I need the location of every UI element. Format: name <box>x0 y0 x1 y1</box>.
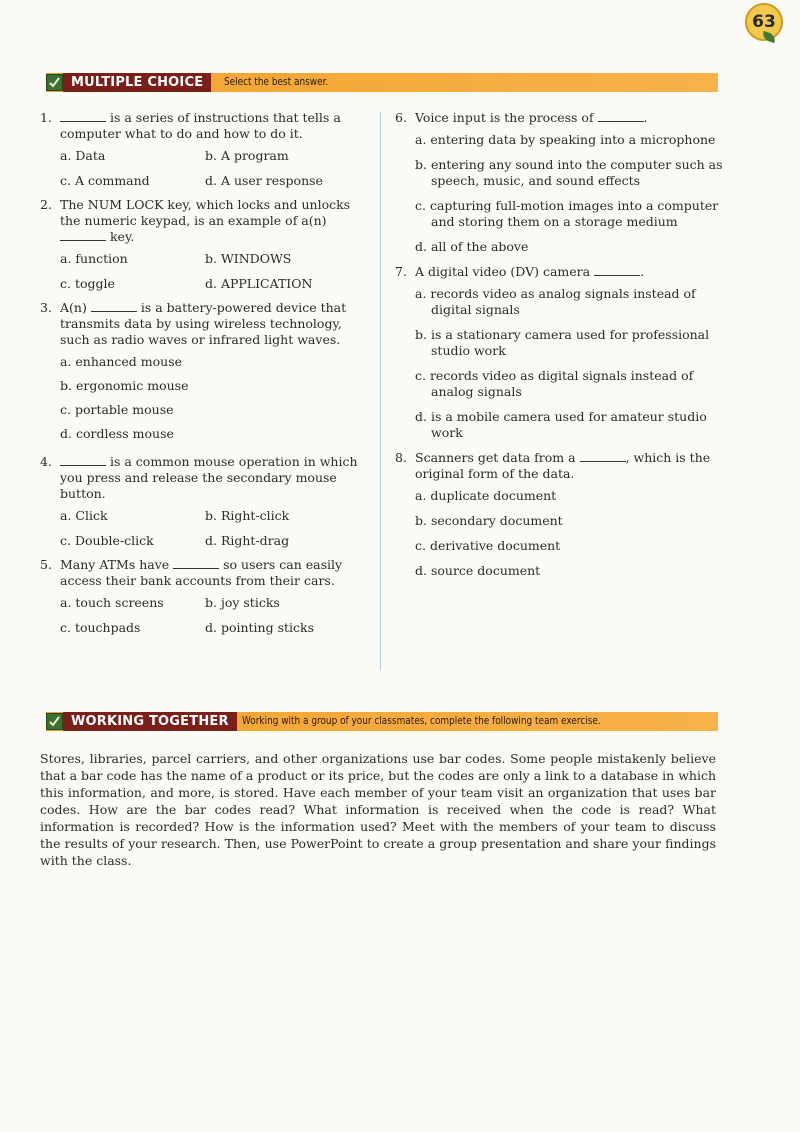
question <box>395 264 725 280</box>
section-instruction: Working with a group of your classmates, complete the following team exercise. <box>242 715 601 727</box>
answer-option[interactable]: d. A user response <box>205 173 323 188</box>
answer-option[interactable]: b. joy sticks <box>205 595 280 610</box>
answer-option[interactable]: b. WINDOWS <box>205 251 292 266</box>
question-number: 6. <box>395 110 407 125</box>
answer-options <box>40 354 372 442</box>
left-column <box>40 110 372 644</box>
answer-blank <box>580 451 626 462</box>
answer-option[interactable]: d. is a mobile camera used for amateur studio work <box>415 409 707 440</box>
answer-option[interactable]: d. cordless mouse <box>60 426 174 441</box>
answer-option[interactable]: b. entering any sound into the computer such as speech, music, and sound effects <box>415 157 723 188</box>
question-text-start: Voice input is the process of <box>415 110 594 125</box>
question-text: . <box>643 110 648 125</box>
answer-option[interactable]: a. enhanced mouse <box>60 354 183 369</box>
column-divider <box>380 112 381 670</box>
checklist-icon <box>46 74 63 91</box>
answer-options <box>40 148 372 189</box>
answer-option[interactable]: c. capturing full-motion images into a computer and storing them on a storage medium <box>415 198 719 229</box>
answer-option[interactable]: a. touch screens <box>60 595 164 610</box>
answer-option[interactable]: c. Double-click <box>60 533 154 548</box>
question-number: 5. <box>40 557 52 572</box>
question <box>40 300 372 348</box>
answer-blank <box>60 230 106 241</box>
answer-option[interactable]: d. pointing sticks <box>205 620 314 635</box>
answer-option[interactable]: b. A program <box>205 148 289 163</box>
question-text-start: Scanners get data from a <box>415 450 576 465</box>
question-number: 1. <box>40 110 52 125</box>
exercise-paragraph: Stores, libraries, parcel carriers, and other organizations use bar codes. Some people mistakenly believe that a bar code has the name of a product or its price, but the codes are only a link to a database in which this information, and more, is stored. Have each member of your team visit an organization that uses bar codes. How are the bar codes read? What information is received when the code is read? What information is recorded? How is the information used? Meet with the members of your team to discuss the results of your research. Then, use PowerPoint to create a group presentation and share your findings with the class. <box>40 751 716 868</box>
answer-option[interactable]: c. derivative document <box>415 538 561 553</box>
answer-blank <box>91 301 137 312</box>
answer-options <box>40 508 372 549</box>
section-title: MULTIPLE CHOICE <box>63 73 211 92</box>
answer-option[interactable]: d. source document <box>415 563 541 578</box>
question-number: 4. <box>40 454 52 469</box>
question-text: . <box>640 264 645 279</box>
answer-option[interactable]: a. Data <box>60 148 106 163</box>
multiple-choice-banner <box>46 73 718 92</box>
answer-option[interactable]: c. records video as digital signals instead of analog signals <box>415 368 694 399</box>
answer-option[interactable]: c. toggle <box>60 276 115 291</box>
answer-blank <box>60 111 106 122</box>
answer-option[interactable]: a. Click <box>60 508 108 523</box>
question-text: key. <box>109 229 135 244</box>
question-text-start: A digital video (DV) camera <box>415 264 591 279</box>
question-text: is a common mouse operation in which you press and release the secondary mouse button. <box>60 454 358 501</box>
answer-option[interactable]: b. secondary document <box>415 513 563 528</box>
section-title: WORKING TOGETHER <box>63 712 237 731</box>
answer-option[interactable]: d. Right-drag <box>205 533 290 548</box>
answer-options <box>40 251 372 292</box>
answer-options <box>395 132 725 255</box>
answer-options <box>395 286 725 441</box>
answer-option[interactable]: b. ergonomic mouse <box>60 378 189 393</box>
section-instruction: Select the best answer. <box>224 76 329 88</box>
question <box>40 197 372 245</box>
question-text: , which is the original form of the data. <box>415 450 711 481</box>
answer-blank <box>598 111 644 122</box>
answer-option[interactable]: b. Right-click <box>205 508 290 523</box>
question-number: 7. <box>395 264 407 279</box>
answer-option[interactable]: a. duplicate document <box>415 488 557 503</box>
answer-blank <box>594 265 640 276</box>
question <box>395 110 725 126</box>
answer-option[interactable]: b. is a stationary camera used for professional studio work <box>415 327 710 358</box>
answer-blank <box>60 455 106 466</box>
question <box>40 454 372 502</box>
answer-option[interactable]: a. function <box>60 251 128 266</box>
answer-option[interactable]: a. entering data by speaking into a microphone <box>415 132 716 147</box>
answer-blank <box>173 558 219 569</box>
checklist-icon <box>46 713 63 730</box>
question-text-start: The NUM LOCK key, which locks and unlocks the numeric keypad, is an example of a(n) <box>60 197 351 228</box>
answer-option[interactable]: c. A command <box>60 173 150 188</box>
working-together-banner <box>46 712 718 731</box>
question <box>40 557 372 589</box>
question-text: is a series of instructions that tells a computer what to do and how to do it. <box>60 110 341 141</box>
answer-options <box>40 595 372 636</box>
page-number: 63 <box>752 12 776 32</box>
question-number: 8. <box>395 450 407 465</box>
answer-option[interactable]: c. portable mouse <box>60 402 174 417</box>
question-text: so users can easily access their bank accounts from their cars. <box>60 557 343 588</box>
question-number: 3. <box>40 300 52 315</box>
answer-options <box>395 488 725 579</box>
answer-option[interactable]: d. all of the above <box>415 239 529 254</box>
question-text-start: A(n) <box>60 300 87 315</box>
question <box>40 110 372 142</box>
question-number: 2. <box>40 197 52 212</box>
answer-option[interactable]: a. records video as analog signals instead of digital signals <box>415 286 696 317</box>
answer-option[interactable]: d. APPLICATION <box>205 276 313 291</box>
question-text-start: Many ATMs have <box>60 557 170 572</box>
question <box>395 450 725 482</box>
right-column <box>395 110 725 588</box>
question-text: is a battery-powered device that transmits data by using wireless technology, such as radio waves or infrared light waves. <box>60 300 347 347</box>
answer-option[interactable]: c. touchpads <box>60 620 141 635</box>
